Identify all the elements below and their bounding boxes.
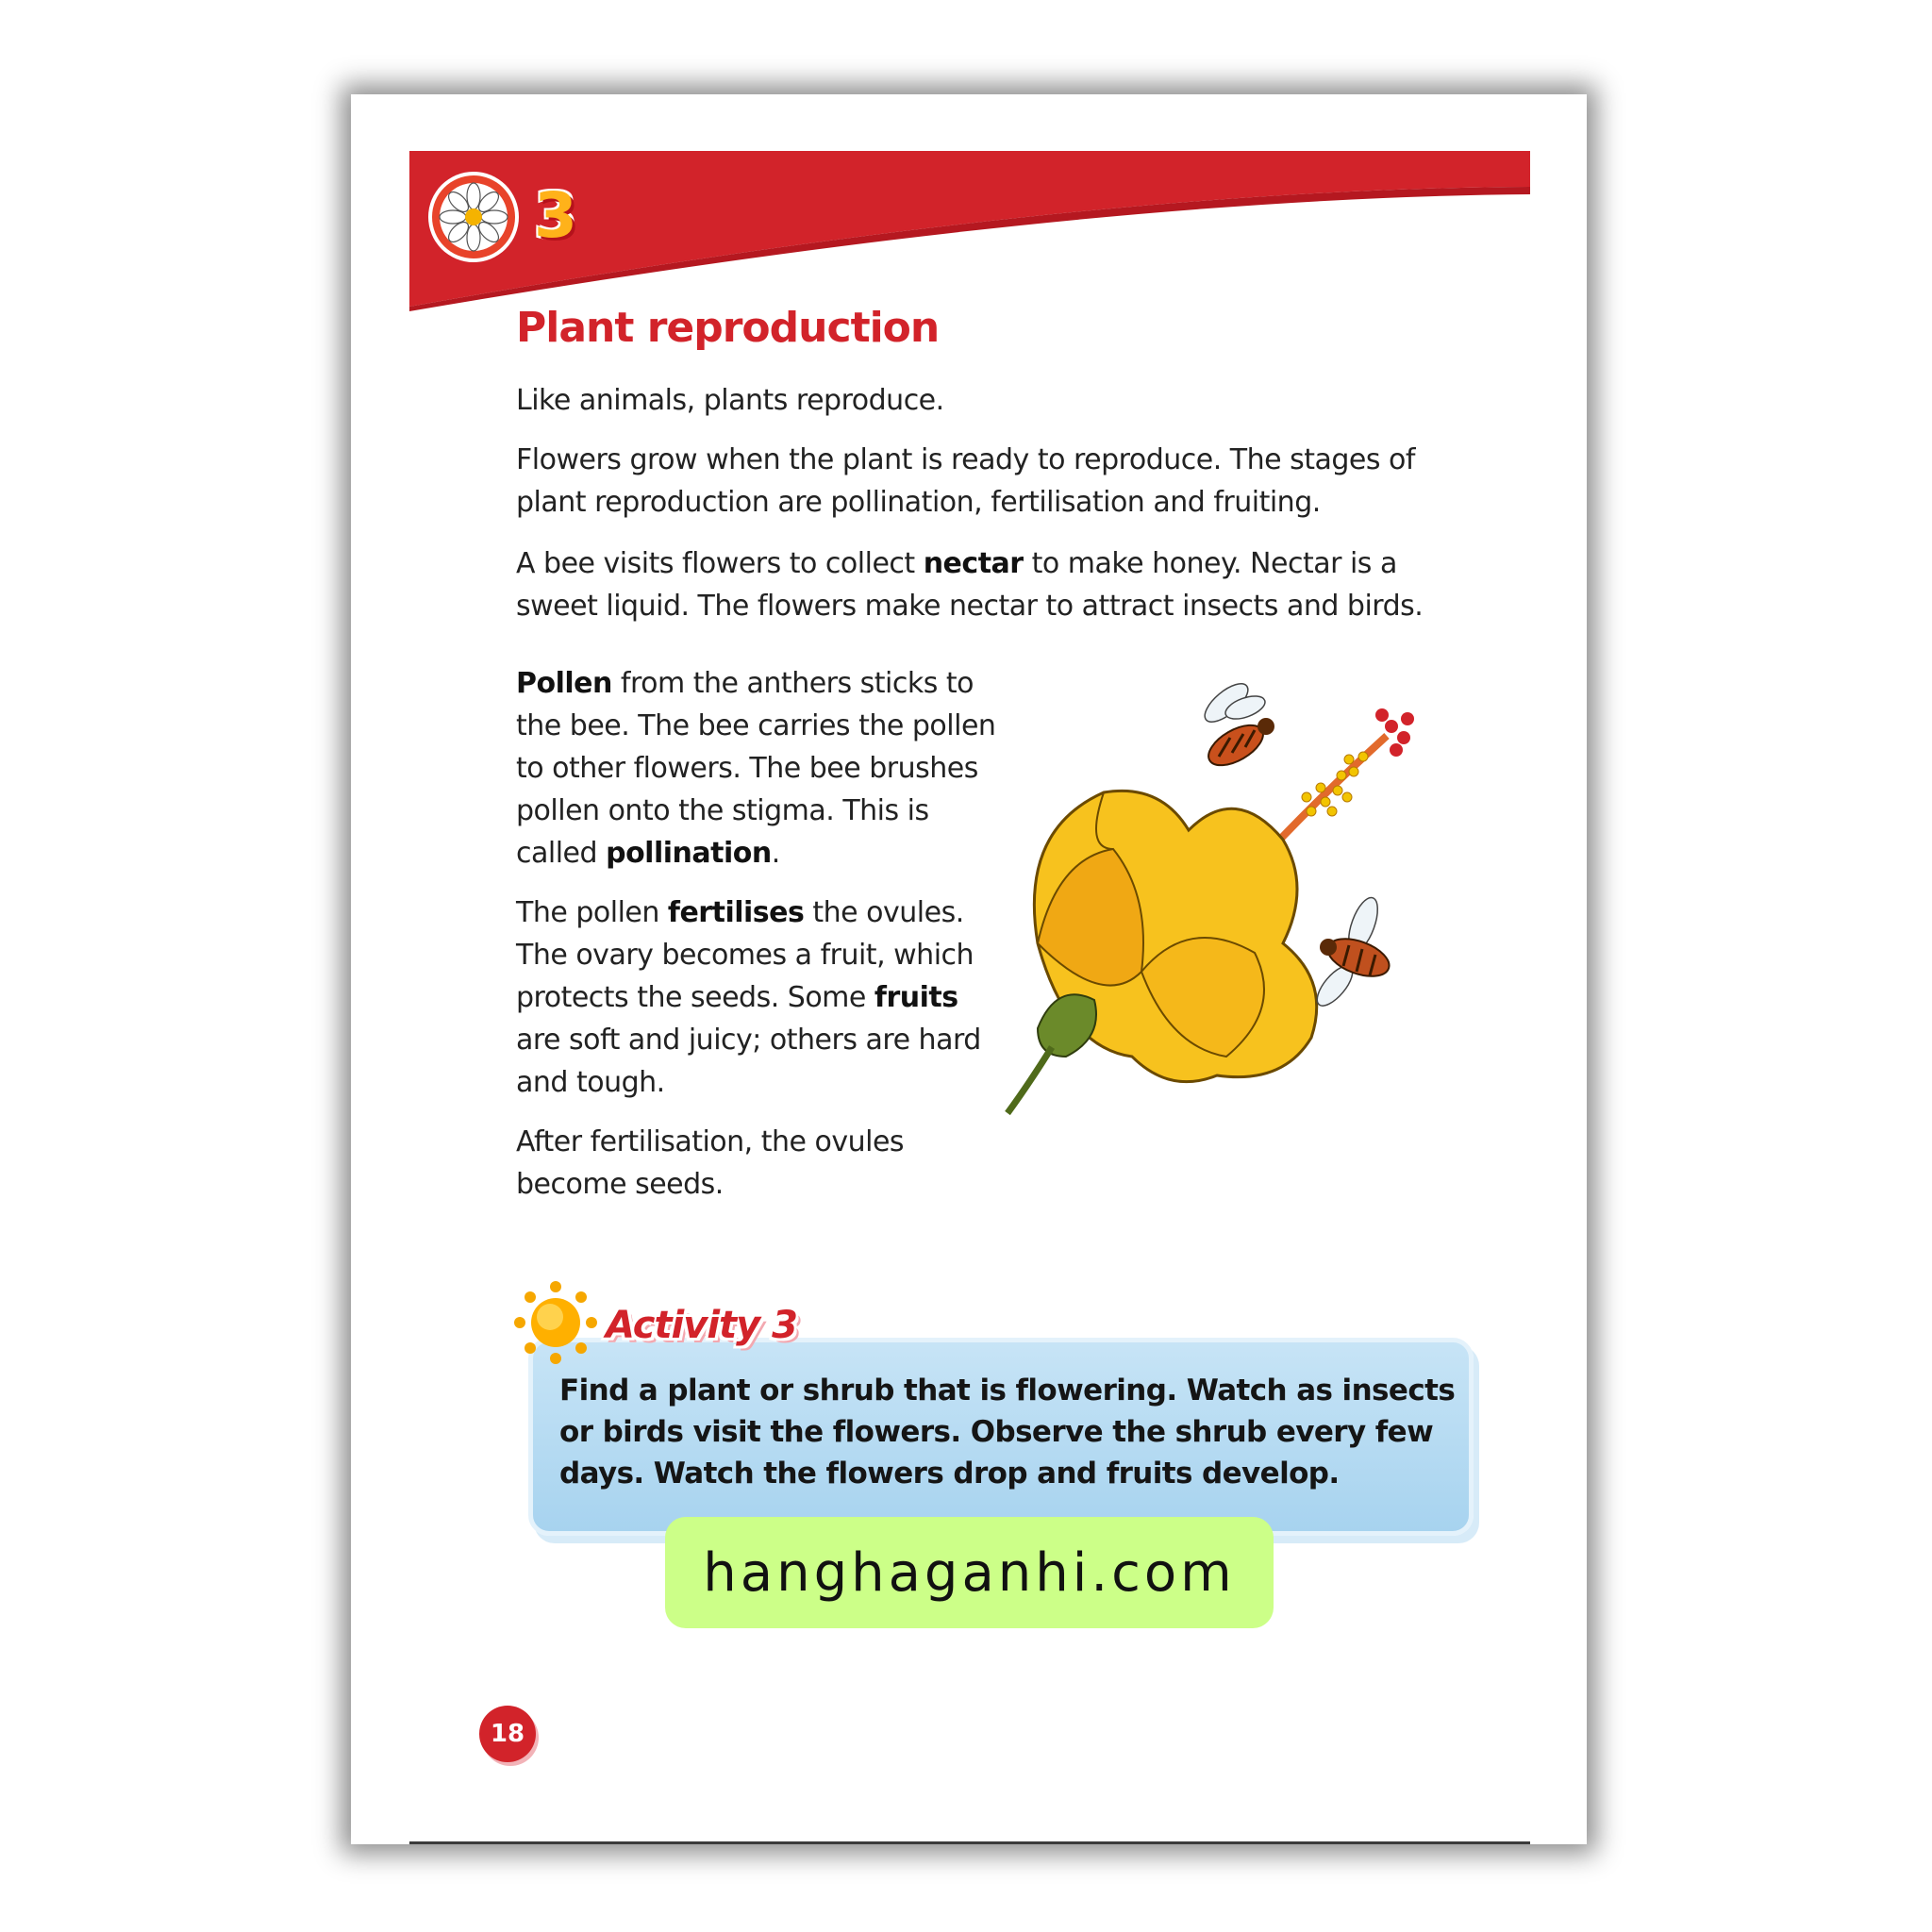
intro-paragraph-1: Like animals, plants reproduce. (516, 384, 944, 417)
activity-instructions: Find a plant or shrub that is flowering. Watch as insects or birds visit the flowers. Observe the shrub every few days. Watch the flowers drop and fruits develop. (559, 1374, 1456, 1491)
term-fertilises: fertilises (667, 896, 805, 929)
fertilisation-paragraph: The pollen fertilises the ovules. The ovary becomes a fruit, which protects the seeds. Some fruits are soft and juicy; others are hard and tough. (516, 896, 981, 1099)
bottom-rule (409, 1841, 1530, 1844)
flower-badge-icon (426, 170, 521, 264)
pollination-paragraph: Pollen from the anthers sticks to the bee. The bee carries the pollen to other flowers. The bee brushes pollen onto the stigma. This is called pollination. (516, 667, 996, 870)
page-title: Plant reproduction (516, 304, 940, 352)
term-fruits: fruits (874, 981, 958, 1014)
intro-paragraph-2: Flowers grow when the plant is ready to reproduce. The stages of plant reproduction are pollination, fertilisation and fruiting. (516, 443, 1415, 519)
header-banner (409, 151, 1530, 311)
bee-icon (1311, 894, 1394, 1011)
bee-icon (1199, 677, 1274, 774)
term-nectar: nectar (923, 547, 1024, 580)
intro-paragraph-3: A bee visits flowers to collect nectar to make honey. Nectar is a sweet liquid. The flowers make nectar to attract insects and birds. (516, 547, 1424, 623)
page-number: 18 (479, 1706, 536, 1762)
chapter-number: 3 (534, 179, 577, 252)
watermark-text: hanghaganhi.com (703, 1541, 1236, 1604)
term-pollination: pollination (606, 837, 772, 870)
term-pollen: Pollen (516, 667, 612, 700)
activity-label: Activity 3 (606, 1304, 798, 1347)
hibiscus-flower-illustration (1000, 670, 1472, 1141)
seeds-paragraph: After fertilisation, the ovules become seeds. (516, 1125, 905, 1201)
sun-icon (514, 1281, 597, 1364)
watermark-banner (665, 1517, 1274, 1628)
